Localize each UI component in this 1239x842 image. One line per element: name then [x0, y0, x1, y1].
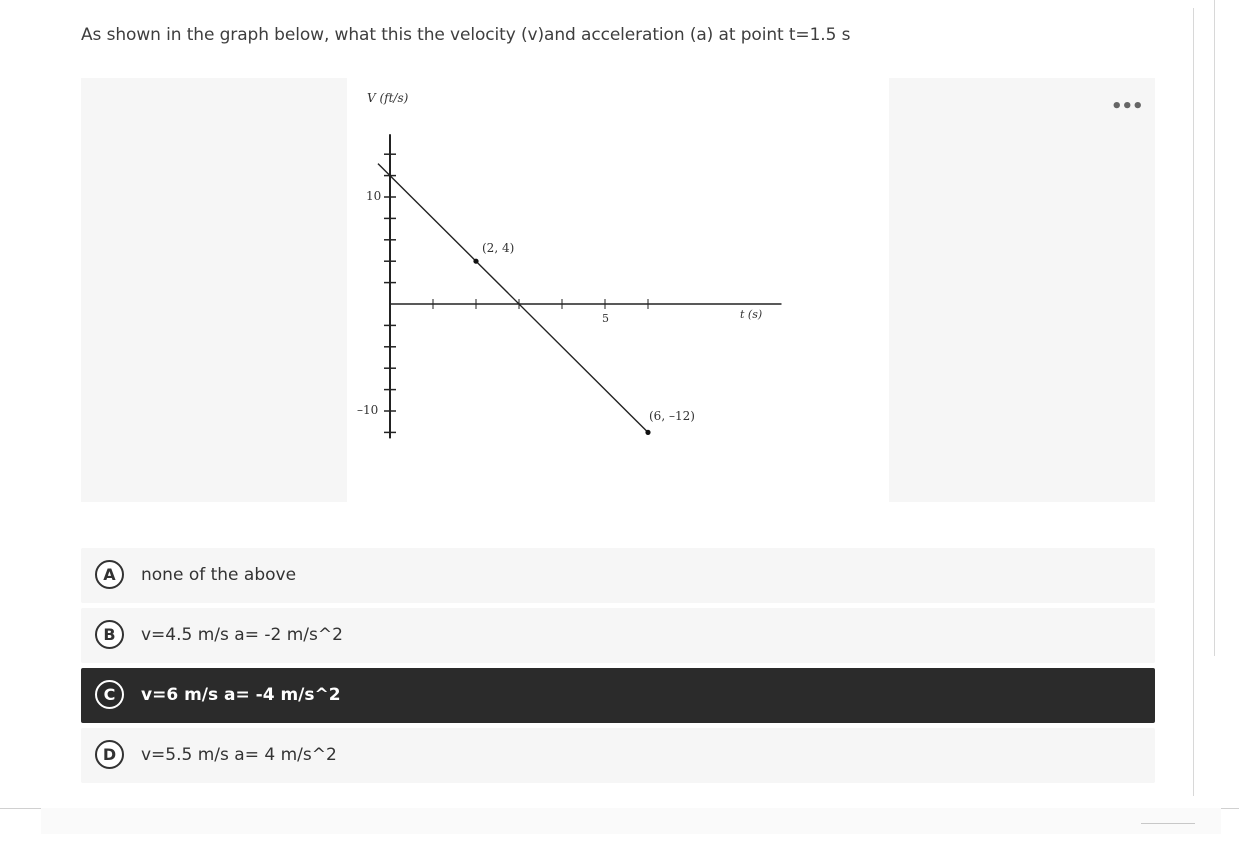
graph-image-frame: [81, 78, 1155, 502]
velocity-time-graph: [347, 78, 889, 502]
graph-series: [378, 164, 651, 435]
option-letter-badge: D: [95, 740, 124, 769]
option-text: v=5.5 m/s a= 4 m/s^2: [141, 745, 337, 765]
more-options-button[interactable]: •••: [1111, 96, 1143, 117]
x-axis-label: t (s): [740, 308, 763, 321]
data-point-1: [473, 259, 478, 264]
question-text: As shown in the graph below, what this the velocity (v)and acceleration (a) at point t=1.5 s: [81, 25, 851, 45]
right-divider: [1193, 8, 1194, 796]
scrollbar-track[interactable]: [1214, 0, 1215, 656]
bottom-divider-tick: [1141, 823, 1195, 824]
bottom-divider-left: [0, 808, 41, 809]
graph-ticks: [384, 154, 648, 432]
graph-axes: [390, 134, 782, 438]
option-text: none of the above: [141, 565, 297, 585]
y-tick-label-bottom: –10: [357, 403, 379, 417]
bottom-divider-right: [1221, 808, 1239, 809]
option-letter-badge: B: [95, 620, 124, 649]
option-text: v=4.5 m/s a= -2 m/s^2: [141, 625, 343, 645]
data-point-2: [645, 430, 650, 435]
bottom-strip: [41, 808, 1221, 834]
answer-option-d[interactable]: [81, 728, 1155, 783]
answer-option-c[interactable]: [81, 668, 1155, 723]
answer-option-a[interactable]: [81, 548, 1155, 603]
option-letter-badge: C: [95, 680, 124, 709]
point-label-6-neg12: (6, –12): [649, 409, 695, 423]
y-tick-label-top: 10: [366, 189, 382, 203]
y-axis-label: V (ft/s): [367, 91, 409, 105]
graph-image: [347, 78, 889, 502]
option-text: v=6 m/s a= -4 m/s^2: [141, 685, 341, 705]
velocity-line-extension: [378, 164, 390, 176]
answer-option-b[interactable]: [81, 608, 1155, 663]
option-letter-badge: A: [95, 560, 124, 589]
x-tick-label: 5: [602, 312, 609, 325]
point-label-2-4: (2, 4): [482, 241, 515, 255]
